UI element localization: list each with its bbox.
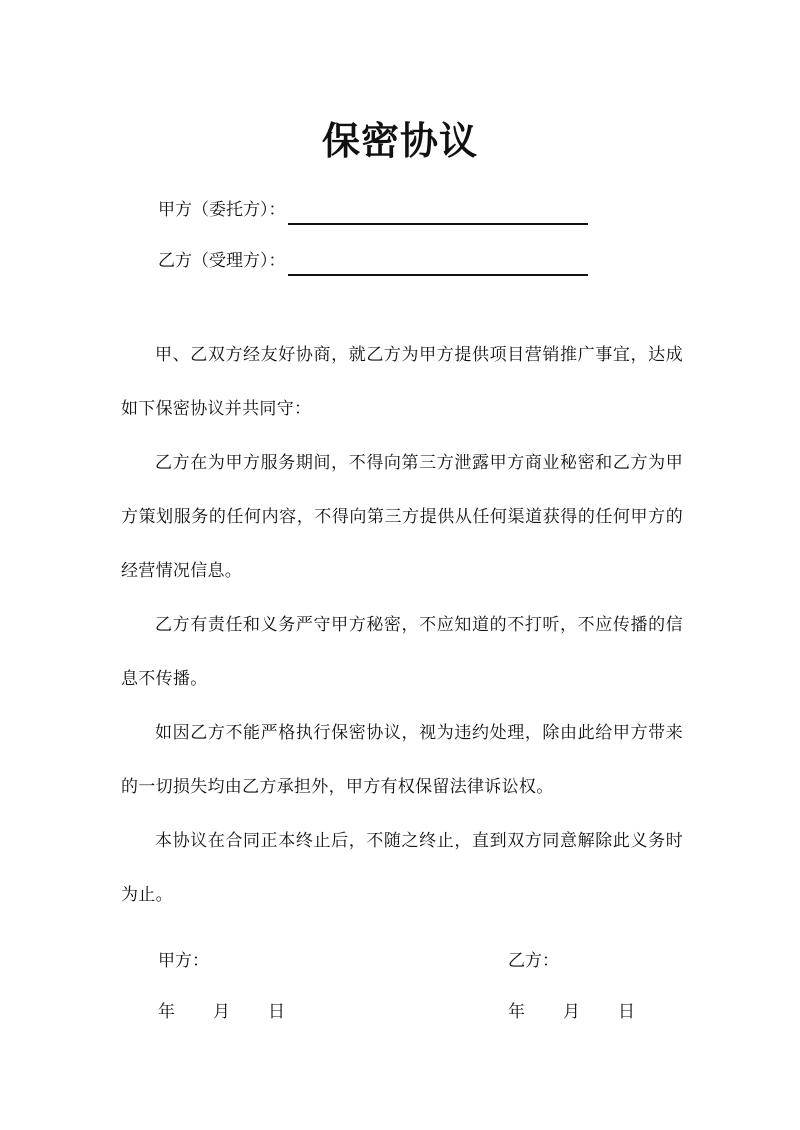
party-b-line <box>158 246 588 276</box>
day-label: 日 <box>268 1002 285 1022</box>
party-b-fill-blank[interactable] <box>288 254 588 276</box>
paragraph-term: 本协议在合同正本终止后，不随之终止，直到双方同意解除此义务时为止。 <box>121 831 683 905</box>
party-a-date <box>158 997 323 1027</box>
month-label: 月 <box>213 1002 230 1022</box>
party-a-label: 甲方（委托方）： <box>158 200 286 220</box>
agreement-body <box>121 328 683 922</box>
party-a-line <box>158 195 588 225</box>
party-b-signature-label: 乙方： <box>508 951 559 971</box>
party-b-date <box>508 997 673 1027</box>
paragraph-intro: 甲、乙双方经友好协商，就乙方为甲方提供项目营销推广事宜，达成如下保密协议并共同守： <box>121 345 683 419</box>
month-label: 月 <box>563 1002 580 1022</box>
party-b-label: 乙方（受理方）： <box>158 251 286 271</box>
party-a-signature-label: 甲方： <box>158 951 209 971</box>
party-a-fill-blank[interactable] <box>288 203 588 225</box>
paragraph-breach: 如因乙方不能严格执行保密协议，视为违约处理，除由此给甲方带来的一切损失均由乙方承担外，甲方有权保留法律诉讼权。 <box>121 723 683 797</box>
day-label: 日 <box>618 1002 635 1022</box>
year-label: 年 <box>158 1002 175 1022</box>
year-label: 年 <box>508 1002 525 1022</box>
page-title: 保密协议 <box>321 119 478 163</box>
paragraph-duty: 乙方有责任和义务严守甲方秘密，不应知道的不打听，不应传播的信息不传播。 <box>121 615 683 689</box>
paragraph-confidentiality: 乙方在为甲方服务期间，不得向第三方泄露甲方商业秘密和乙方为甲方策划服务的任何内容，不得向第三方提供从任何渠道获得的任何甲方的经营情况信息。 <box>121 453 683 581</box>
